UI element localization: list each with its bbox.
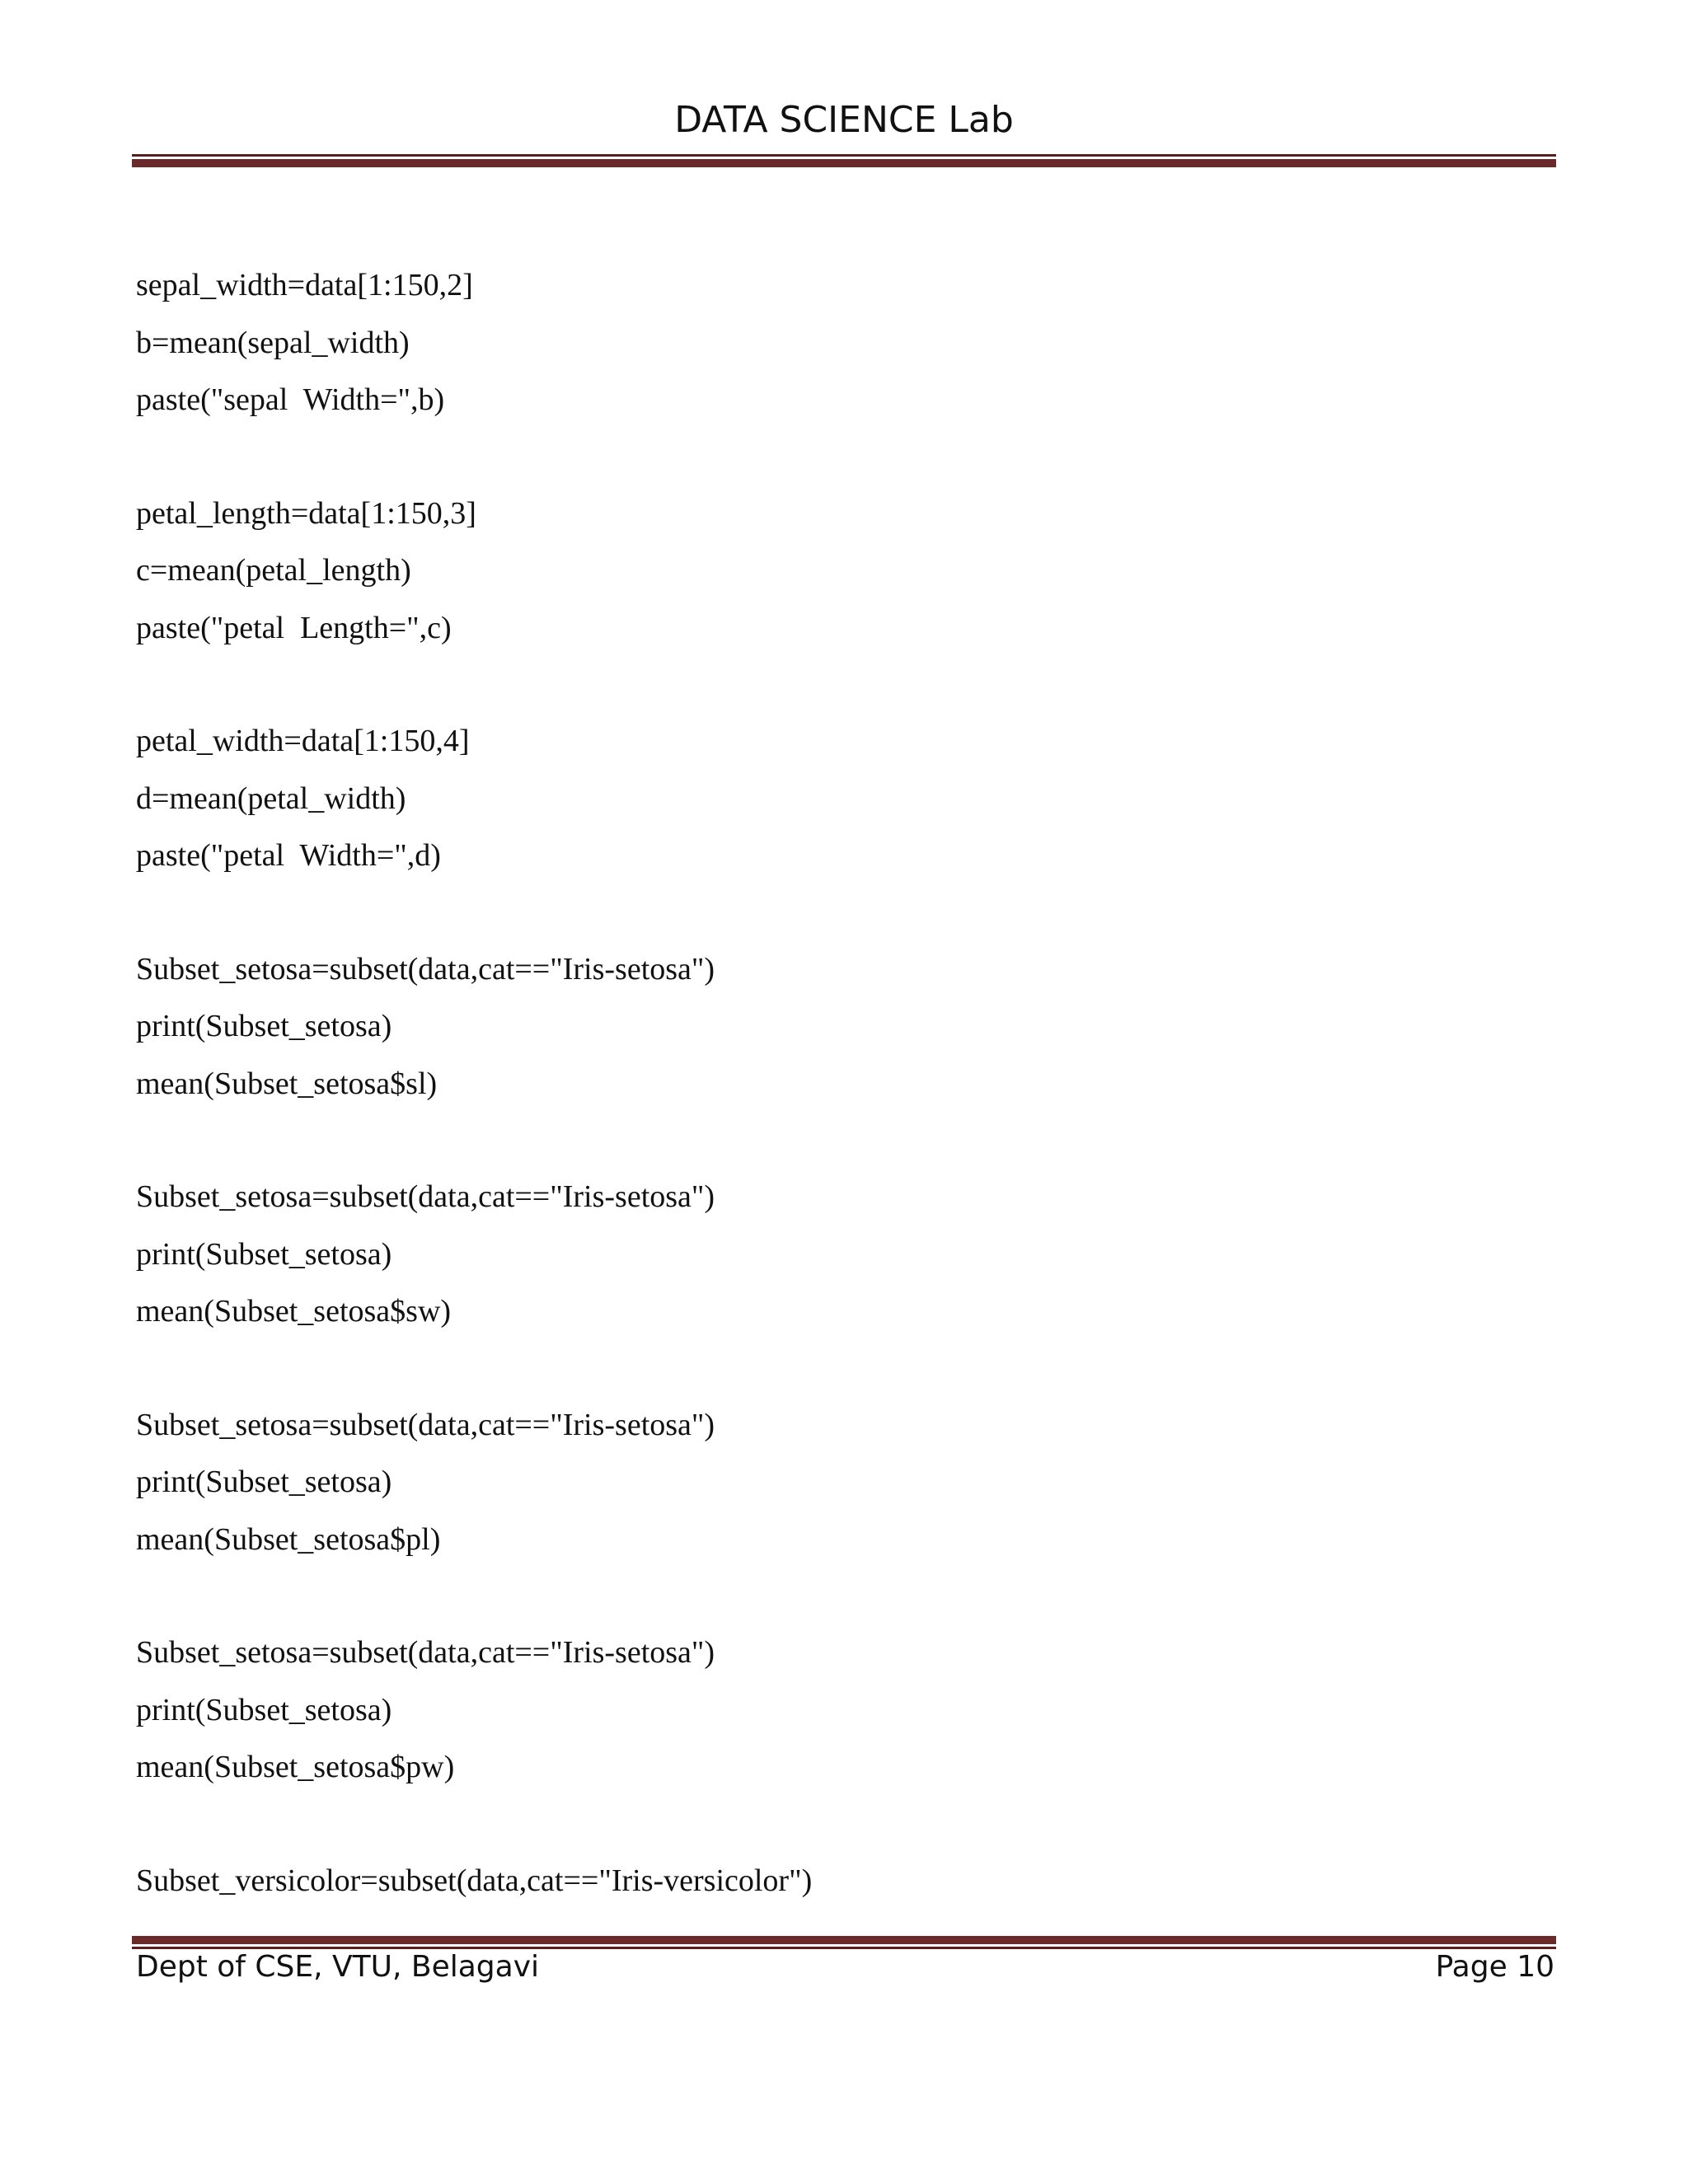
code-line: mean(Subset_setosa$pl) bbox=[136, 1521, 441, 1557]
code-line: Subset_setosa=subset(data,cat=="Iris-setosa") bbox=[136, 1635, 715, 1670]
code-line: mean(Subset_setosa$sl) bbox=[136, 1066, 438, 1101]
code-group-versicolor bbox=[136, 1853, 1537, 1910]
code-line: print(Subset_setosa) bbox=[136, 1009, 392, 1043]
code-line: b=mean(sepal_width) bbox=[136, 325, 410, 360]
code-group-setosa-sl bbox=[136, 941, 1537, 1113]
code-line: mean(Subset_setosa$sw) bbox=[136, 1294, 452, 1329]
code-line: d=mean(petal_width) bbox=[136, 780, 406, 816]
code-group-sepal-width bbox=[136, 257, 1537, 429]
code-line: Subset_versicolor=subset(data,cat=="Iris-versicolor") bbox=[136, 1863, 813, 1898]
code-line: print(Subset_setosa) bbox=[136, 1465, 392, 1499]
footer-page-number: Page 10 bbox=[1435, 1950, 1554, 1984]
header-rule bbox=[132, 154, 1556, 167]
code-group-setosa-sw bbox=[136, 1169, 1537, 1341]
page-header-title: DATA SCIENCE Lab bbox=[674, 99, 1014, 141]
code-listing bbox=[136, 257, 1537, 1966]
code-line: paste("petal Width=",d) bbox=[136, 838, 441, 873]
code-line: Subset_setosa=subset(data,cat=="Iris-setosa") bbox=[136, 1407, 715, 1442]
code-group-setosa-pw bbox=[136, 1624, 1537, 1797]
code-line: petal_length=data[1:150,3] bbox=[136, 495, 476, 531]
code-line: print(Subset_setosa) bbox=[136, 1236, 392, 1272]
footer-department: Dept of CSE, VTU, Belagavi bbox=[136, 1950, 540, 1984]
code-group-setosa-pl bbox=[136, 1397, 1537, 1569]
code-line: sepal_width=data[1:150,2] bbox=[136, 268, 473, 302]
code-line: c=mean(petal_length) bbox=[136, 553, 411, 588]
code-group-petal-width bbox=[136, 713, 1537, 885]
code-line: paste("petal Length=",c) bbox=[136, 610, 452, 645]
code-line: Subset_setosa=subset(data,cat=="Iris-setosa") bbox=[136, 1179, 715, 1214]
code-line: mean(Subset_setosa$pw) bbox=[136, 1750, 455, 1784]
code-line: print(Subset_setosa) bbox=[136, 1692, 392, 1727]
code-group-petal-length bbox=[136, 485, 1537, 658]
code-line: Subset_setosa=subset(data,cat=="Iris-setosa") bbox=[136, 951, 715, 987]
code-line: petal_width=data[1:150,4] bbox=[136, 724, 470, 758]
code-line: paste("sepal Width=",b) bbox=[136, 382, 445, 417]
